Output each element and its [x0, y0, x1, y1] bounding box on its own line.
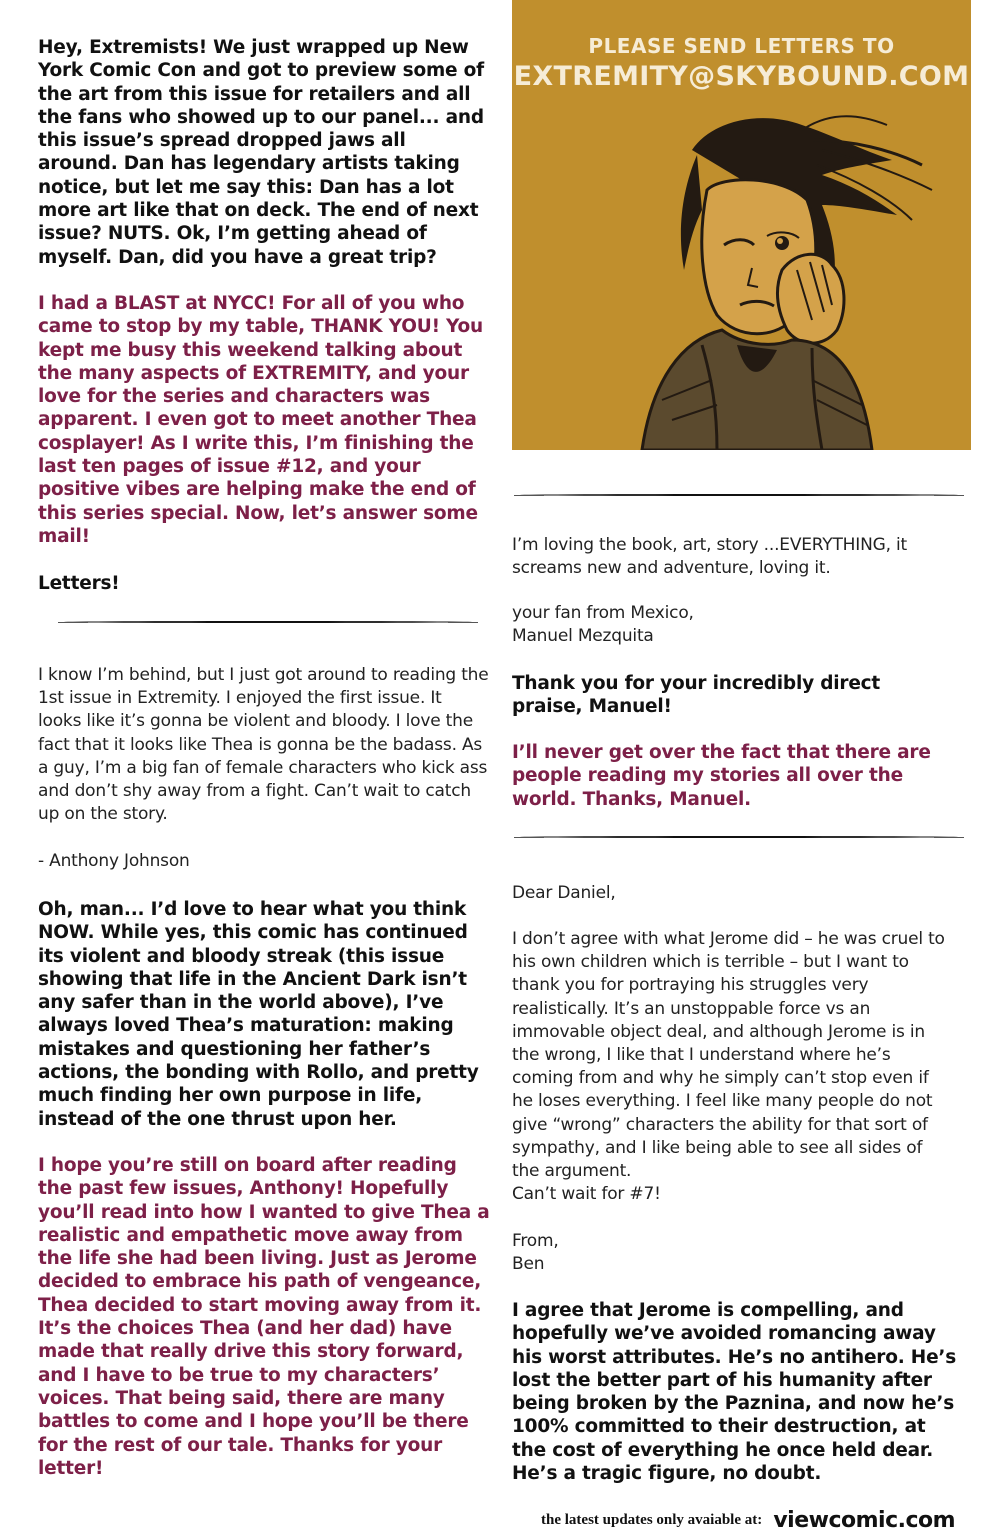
banner-line-1: PLEASE SEND LETTERS TO: [588, 34, 895, 58]
footer-watermark: [541, 1508, 955, 1533]
letter-anthony-signature: - Anthony Johnson: [38, 851, 190, 871]
reply-ben-editor: I agree that Jerome is compelling, and hopefully we’ve avoided romancing away his worst attributes. He’s no antihero. He’s lost the better part of his humanity after being broken by the Paznina, and now he’s 100% committed to their destruction, at the cost of everything he once held dear. He’s a tragic figure, no doubt.: [512, 1300, 957, 1485]
divider: [520, 494, 958, 496]
reply-anthony-artist: I hope you’re still on board after reading the past few issues, Anthony! Hopefully you’ll read into how I wanted to give Thea a realistic and empathetic move away from the life she had been living. Just as Jerome decided to embrace his path of vengeance, Thea decided to start moving away from it. It’s the choices Thea (and her dad) have made that really drive this story forward, and I have to be true to my characters’ voices. That being said, there are many battles to come and I hope you’ll be there for the rest of our tale. Thanks for your letter!: [38, 1155, 490, 1479]
letter-ben-body: I don’t agree with what Jerome did – he was cruel to his own children which is terrible – but I want to thank you for portraying his struggles very realistically. It’s an unstoppable force vs an immovable object deal, and although Jerome is in the wrong, I like that I understand where he’s coming from and why he simply can’t stop even if he loses everything. I feel like many people do not give “wrong” characters the ability for that sort of sympathy, and I like being able to see all sides of the argument.: [512, 929, 945, 1182]
artist-intro: I had a BLAST at NYCC! For all of you who came to stop by my table, THANK YOU! You kept me busy this weekend talking about the many aspects of EXTREMITY, and your love for the series and characters was apparent. I even got to meet another Thea cosplayer! As I write this, I’m finishing the last ten pages of issue #12, and your positive vibes are helping make the end of this series special. Now, let’s answer some mail!: [38, 293, 484, 547]
letter-ben-sign-1: From,: [512, 1231, 559, 1251]
thea-illustration: [512, 0, 971, 450]
letters-heading: Letters!: [38, 573, 120, 594]
letter-ben-sign-2: Ben: [512, 1254, 545, 1274]
letter-manuel-sign-2: Manuel Mezquita: [512, 626, 654, 646]
footer-note: the latest updates only avaiable at:: [541, 1512, 763, 1528]
divider: [64, 621, 472, 623]
letter-manuel-sign-1: your fan from Mexico,: [512, 603, 694, 623]
divider: [520, 836, 958, 838]
reply-anthony-editor: Oh, man... I’d love to hear what you think NOW. While yes, this comic has continued its violent and bloody streak (this issue showing that life in the Ancient Dark isn’t any safer than in the world above), I’ve always loved Thea’s maturation: making mistakes and questioning her father’s actions, the bonding with Rollo, and pretty much finding her own purpose in life, instead of the one thrust upon her.: [38, 899, 479, 1130]
editor-intro: Hey, Extremists! We just wrapped up New York Comic Con and got to preview some of the art from this issue for retailers and all the fans who showed up to our panel... and this issue’s spread dropped jaws all around. Dan has legendary artists taking notice, but let me say this: Dan has a lot more art like that on deck. The end of next issue? NUTS. Ok, I’m getting ahead of myself. Dan, did you have a great trip?: [38, 37, 484, 268]
footer-site-link[interactable]: viewcomic.com: [773, 1508, 956, 1533]
letter-ben-salutation: Dear Daniel,: [512, 883, 616, 903]
reply-manuel-editor: Thank you for your incredibly direct praise, Manuel!: [512, 673, 881, 718]
letter-anthony-body: I know I’m behind, but I just got around to reading the 1st issue in Extremity. I enjoyed the first issue. It looks like it’s gonna be violent and bloody. I love the fact that it looks like Thea is gonna be the badass. As a guy, I’m a big fan of female characters who kick ass and don’t shy away from a fight. Can’t wait to catch up on the story.: [38, 665, 489, 825]
letters-banner: [512, 0, 971, 450]
banner-email: EXTREMITY@SKYBOUND.COM: [513, 61, 970, 92]
letter-ben-closing: Can’t wait for #7!: [512, 1184, 661, 1204]
letter-manuel-body: I’m loving the book, art, story ...EVERYTHING, it screams new and adventure, loving it.: [512, 535, 907, 579]
reply-manuel-artist: I’ll never get over the fact that there are people reading my stories all over the world. Thanks, Manuel.: [512, 742, 931, 810]
